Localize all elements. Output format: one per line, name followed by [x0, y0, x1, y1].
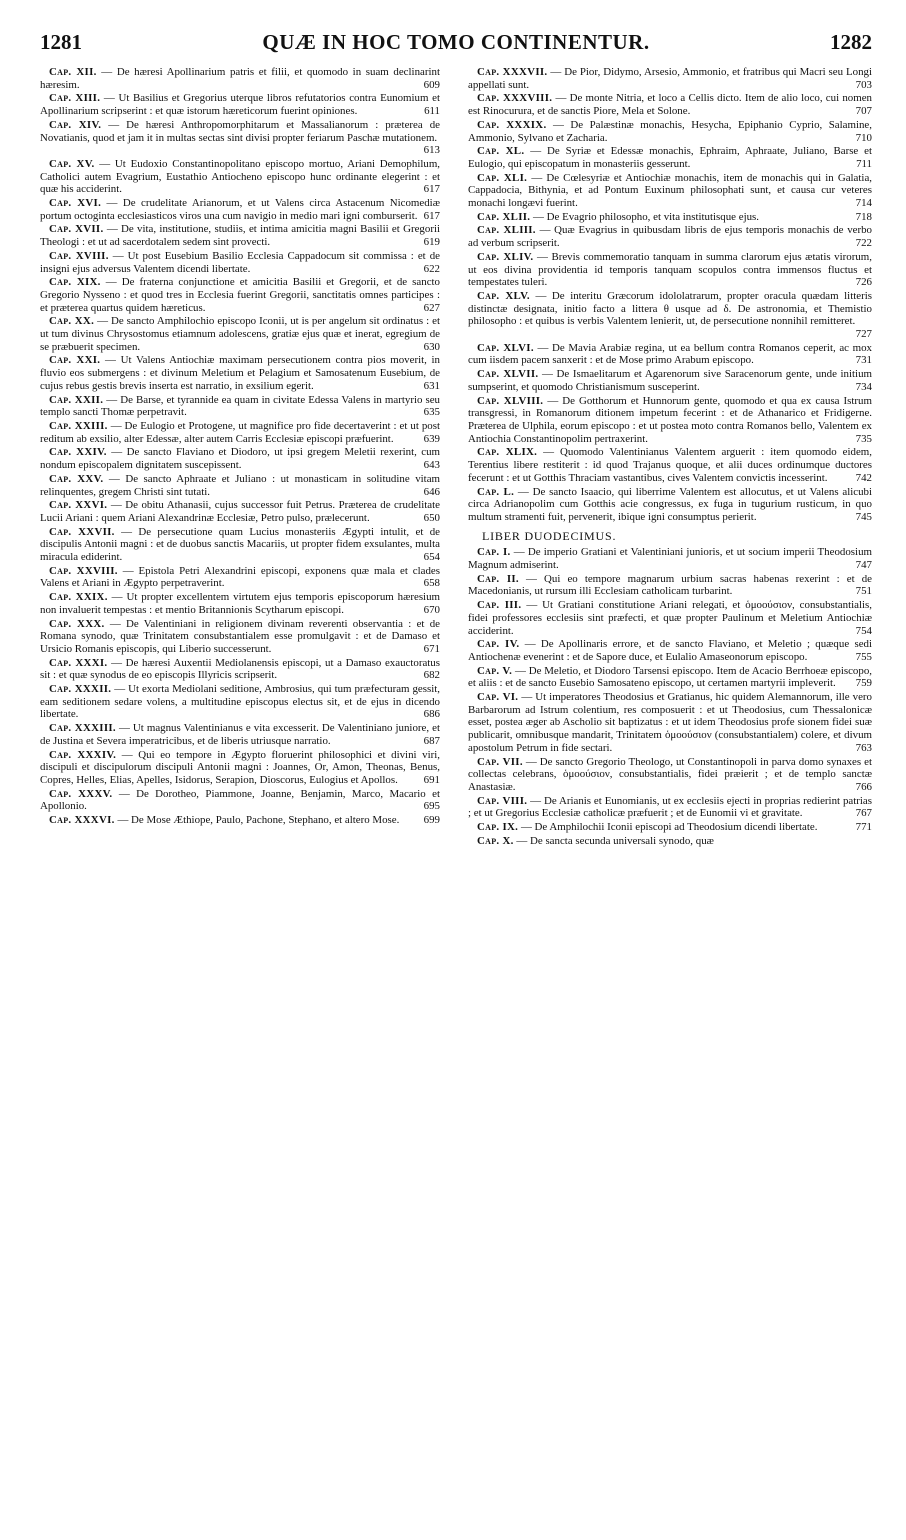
chapter-entry	[468, 119, 872, 144]
chapter-summary: — De obitu Athanasii, cujus successor fuit Petrus. Præterea de crudelitate Lucii Ariani : quem Ariani Alexandrinæ Ecclesiæ, Petro pulso, prælecerunt.	[40, 499, 440, 524]
page-reference: 658	[423, 577, 440, 590]
chapter-summary: — De monte Nitria, et loco a Cellis dicto. Item de alio loco, cui nomen est Rinocurura, et de sanctis Piore, Mela et Solone.	[468, 92, 872, 118]
chapter-summary: — De sancto Amphilochio episcopo Iconii, ut is per angelum sit ordinatus : et ut tum divinus Chrysostomus etiamnum adolescens, gratiæ ejus quæ et inerat, egregium de se præbuerit specimen.	[40, 315, 440, 353]
chapter-summary: — Ut Basilius et Gregorius uterque libros refutatorios contra Eunomium et Apollinarium scripserint : et quæ istorum hæreticorum fuerint opiniones.	[40, 92, 440, 118]
chapter-entry	[468, 573, 872, 598]
chapter-summary: — De Mavia Arabiæ regina, ut ea bellum contra Romanos ceperit, ac mox cum iisdem pacem sanxerit : et de Mose primo Arabum episcopo.	[468, 341, 872, 367]
page-reference: 699	[423, 814, 440, 827]
chapter-number: Cap. XXIV.	[49, 446, 107, 459]
chapter-number: Cap. XXX.	[49, 617, 105, 630]
chapter-entry	[468, 395, 872, 446]
chapter-summary: — Quomodo Valentinianus Valentem arguerit : item quomodo eidem, Terentius libere restiterit : id quod Trajanus quoque, et alii duces ordinumque ductores fecerunt : et ut Gotthis Thraciam vastantibus, cives Valentem convictis incesserint.	[468, 446, 872, 484]
chapter-summary: — De crudelitate Arianorum, et ut Valens circa Astacenum Nicomediæ portum octoginta ecclesiasticos viros una cum navigio in medio mari igni comburserit.	[40, 197, 440, 222]
page-reference: 635	[423, 406, 440, 419]
chapter-number: Cap. XIII.	[49, 92, 101, 105]
chapter-entry	[40, 814, 440, 827]
chapter-number: Cap. XXXIX.	[477, 118, 547, 131]
chapter-number: Cap. XXXIII.	[49, 722, 116, 735]
chapter-entry	[40, 683, 440, 721]
chapter-summary: — De Palæstinæ monachis, Hesycha, Epiphanio Cyprio, Salamine, Ammonio, Sylvano et Zacharia.	[468, 118, 872, 144]
chapter-number: Cap. XXXI.	[49, 656, 108, 669]
chapter-number: Cap. XV.	[49, 157, 95, 170]
chapter-summary: — Qui eo tempore magnarum urbium sacras habenas rexerint : et de Macedonianis, ut rursum illi Ecclesiam catholicam turbarint.	[468, 572, 872, 598]
page-reference: 687	[423, 734, 440, 747]
page-reference: 627	[423, 301, 440, 314]
chapter-number: Cap. XXXVIII.	[477, 92, 553, 105]
chapter-number: Cap. XVI.	[49, 197, 102, 210]
chapter-entry	[40, 315, 440, 353]
chapter-summary: — De Mose Æthiope, Paulo, Pachone, Stephano, et altero Mose.	[117, 814, 400, 827]
chapter-number: Cap. XL.	[477, 145, 525, 158]
chapter-number: Cap. XXXIV.	[49, 748, 117, 761]
chapter-number: Cap. XXVII.	[49, 525, 115, 538]
page-reference: 711	[856, 157, 872, 170]
chapter-summary: — Ut propter excellentem virtutem ejus temporis episcoporum hæresium non invaluerit tempestas : et mentio Britannionis Scytharum episcopi.	[40, 591, 440, 616]
chapter-number: Cap. XLV.	[477, 289, 530, 302]
chapter-summary: — De hæresi Apollinarium patris et filii, et quomodo in suam declinarint hæresim.	[40, 66, 440, 91]
chapter-number: Cap. XLIX.	[477, 446, 538, 459]
chapter-summary: — De sancto Flaviano et Diodoro, ut ipsi gregem Meletii rexerint, cum nondum episcopalem dignitatem suscepissent.	[40, 446, 440, 472]
chapter-number: Cap. L.	[477, 485, 515, 498]
chapter-entry	[40, 92, 440, 117]
chapter-entry	[40, 722, 440, 747]
chapter-number: Cap. XXII.	[49, 393, 104, 406]
chapter-entry	[468, 756, 872, 794]
chapter-summary: — De Cœlesyriæ et Antiochiæ monachis, item de monachis qui in Galatia, Cappadocia, Bithynia, et ad Pontum Euxinum philosophati sunt, et causa cur veteres monachi longævi fuerint.	[468, 171, 872, 210]
chapter-entry	[468, 546, 872, 571]
chapter-summary: — Ut magnus Valentinianus e vita excesserit. De Valentiniano juniore, et de Justina et Severa imperatricibus, et de liberis utriusque narratio.	[40, 722, 440, 747]
chapter-number: Cap. VI.	[477, 691, 519, 704]
book-twelve-entries	[468, 546, 872, 847]
book-eleven-entries	[468, 66, 872, 524]
chapter-summary: — De hæresi Anthropomorphitarum et Massalianorum : præterea de Novatianis, quod et jam it in multas sectas sint divisi propter feriarum Paschæ mutationem.	[40, 118, 440, 144]
chapter-entry	[40, 446, 440, 471]
page-reference: 731	[855, 354, 872, 367]
chapter-entry	[40, 499, 440, 524]
chapter-summary: — Ut post Eusebium Basilio Ecclesia Cappadocum sit commissa : et de insigni ejus adversus Valentem dicendi libertate.	[40, 249, 440, 275]
chapter-number: Cap. XXIII.	[49, 419, 108, 432]
chapter-number: Cap. IV.	[477, 638, 520, 651]
page-reference: 670	[423, 603, 440, 616]
chapter-entry	[468, 342, 872, 367]
chapter-number: Cap. XLIV.	[477, 250, 534, 263]
chapter-number: Cap. XVII.	[49, 223, 104, 236]
chapter-entry	[468, 368, 872, 393]
page-reference: 771	[855, 821, 872, 834]
page-reference: 734	[855, 380, 872, 393]
chapter-number: Cap. XIV.	[49, 118, 102, 131]
chapter-entry	[468, 599, 872, 637]
page-reference: 707	[855, 105, 872, 118]
chapter-summary: — De Meletio, et Diodoro Tarsensi episcopo. Item de Acacio Berrhoeæ episcopo, et aliis : et de sancto Eusebio Samosateno episcopo, ut certamen martyrii impleverit.	[468, 664, 872, 690]
page-reference: 751	[855, 585, 872, 598]
chapter-number: Cap. XLI.	[477, 171, 528, 184]
page-title: QUÆ IN HOC TOMO CONTINENTUR.	[262, 30, 650, 54]
page-reference: 745	[855, 510, 872, 523]
chapter-summary: — De Valentiniani in religionem divinam reverenti observantia : et de Romana synodo, quæ Trinitatem consubstantialem esse promulgavit : et de Damaso et Ursicio Romanis episcopis, qui Liberio successerunt.	[40, 617, 440, 655]
right-column	[468, 66, 872, 848]
chapter-number: Cap. XXXVI.	[49, 814, 115, 827]
chapter-entry	[40, 420, 440, 445]
chapter-summary: — Ut Valens Antiochiæ maximam persecutionem contra pios moverit, in fluvio eos submergens : et divinum Meletium et Pelagium et Samosatenum Eusebium, de cujus rebus gestis brevis inserta est narratio, in exsilium egerit.	[40, 354, 440, 392]
chapter-number: Cap. V.	[477, 664, 513, 677]
chapter-entry	[40, 526, 440, 564]
chapter-number: Cap. XLVII.	[477, 368, 539, 381]
chapter-summary: — De Gotthorum et Hunnorum gente, quomodo et qua ex causa Istrum transgressi, in Romanorum ditionem impetum fecerint : et de Athanarico et Fridigerne. Præterea de Ulphila, eorum episcopo : et ut postea moto contra Romanos bello, Valentem ex Antiochia Constantinopolim pertraxerint.	[468, 394, 872, 445]
page-reference: 742	[855, 471, 872, 484]
chapter-number: Cap. III.	[477, 599, 522, 612]
chapter-summary: — De imperio Gratiani et Valentiniani junioris, et ut socium imperii Theodosium Magnum admiserint.	[468, 546, 872, 572]
chapter-entry	[468, 821, 872, 834]
chapter-number: Cap. XXVI.	[49, 499, 108, 512]
chapter-summary: — Epistola Petri Alexandrini episcopi, exponens quæ mala et clades Valens et Ariani in Ægypto perpetraverint.	[40, 564, 440, 590]
page-reference: 703	[855, 78, 872, 91]
page-reference: 643	[423, 459, 440, 472]
chapter-summary: — De Apollinaris errore, et de sancto Flaviano, et Meletio ; quæque sedi Antiochenæ evenerint : et de Sapore duce, et Eulalio Amaseonorum episcopo.	[468, 638, 872, 663]
page-reference: 654	[423, 551, 440, 564]
chapter-number: Cap. IX.	[477, 821, 519, 834]
chapter-entry	[468, 66, 872, 91]
page-reference: 611	[424, 105, 440, 118]
chapter-summary: — Qui eo tempore in Ægypto floruerint philosophici et divini viri, discipuli et discipulorum discipuli Antonii magni : Joannes, Or, Amon, Theonas, Benus, Copres, Helles, Elias, Apelles, Isidorus, Serapion, Dioscorus, Eulogius et Apollos.	[40, 748, 440, 786]
page-reference: 726	[855, 276, 872, 289]
chapter-entry	[468, 446, 872, 484]
chapter-summary: — Ut Eudoxio Constantinopolitano episcopo mortuo, Ariani Demophilum, Catholici autem Evagrium, Eustathio Antiocheno episcopo hunc ordinante elegerint : et quæ his acciderint.	[40, 157, 441, 196]
book-heading: LIBER DUODECIMUS.	[482, 528, 617, 543]
page-number-left: 1281	[40, 30, 82, 54]
chapter-entry	[468, 486, 872, 524]
chapter-summary: — Brevis commemoratio tanquam in summa clarorum ejus ætatis virorum, ut eos divina providentia id temporis tanquam scopulos contra immensos fluctus et tempestates tuleri.	[468, 250, 872, 289]
chapter-number: Cap. I.	[477, 546, 511, 559]
chapter-summary: — De Evagrio philosopho, et vita institutisque ejus.	[533, 210, 760, 223]
chapter-summary: — De persecutione quam Lucius monasteriis Ægypti intulit, et de discipulis Antonii magni : et de duobus sanctis Macariis, ut propter fidem exsulantes, multa miracula ediderint.	[40, 525, 440, 564]
chapter-entry	[468, 290, 872, 341]
page-reference: 671	[423, 642, 440, 655]
chapter-summary: — De Barse, et tyrannide ea quam in civitate Edessa Valens in martyrio seu templo sancti Thomæ perpetravit.	[40, 393, 440, 419]
chapter-number: Cap. XXV.	[49, 472, 104, 485]
page-reference: 619	[423, 236, 440, 249]
page-reference: 710	[855, 131, 872, 144]
chapter-number: Cap. XX.	[49, 315, 95, 328]
page-reference: 691	[423, 773, 440, 786]
chapter-number: Cap. XXI.	[49, 354, 101, 367]
chapter-summary: — De fraterna conjunctione et amicitia Basilii et Gregorii, et de sancto Gregorio Nysseno : et quod tres in Ecclesia fuerint Gregorii, sanctitatis omnes participes : et præterea quartus quidem hæreticus.	[40, 276, 441, 314]
chapter-number: Cap. XLIII.	[477, 224, 536, 237]
page-reference: 755	[855, 650, 872, 663]
chapter-number: Cap. XXXVII.	[477, 66, 548, 78]
chapter-entry	[468, 145, 872, 170]
chapter-entry	[40, 618, 440, 656]
chapter-number: Cap. XXXII.	[49, 683, 112, 696]
page-number-right: 1282	[830, 30, 872, 54]
page-reference: 766	[855, 780, 872, 793]
chapter-number: Cap. XXVIII.	[49, 564, 118, 577]
page-reference: 727	[855, 328, 872, 341]
chapter-entry	[40, 788, 440, 813]
chapter-entry	[40, 565, 440, 590]
chapter-summary: — Ut Gratiani constitutione Ariani relegati, et ὁμοούσιον, consubstantialis, fidei professores ecclesiis sint præfecti, et quæ propter Paulinum et Meletium Antiochiæ acciderint.	[468, 599, 872, 637]
page-reference: 718	[855, 210, 872, 223]
chapter-number: Cap. XLII.	[477, 210, 531, 223]
chapter-entry	[40, 394, 440, 419]
chapter-entry	[40, 223, 440, 248]
page-reference: 617	[423, 209, 440, 222]
chapter-entry	[40, 66, 440, 91]
chapter-number: Cap. II.	[477, 572, 519, 585]
chapter-number: Cap. XLVI.	[477, 341, 534, 354]
chapter-entry	[468, 795, 872, 820]
chapter-summary: — De vita, institutione, studiis, et intima amicitia magni Basilii et Gregorii Theologi : et ut ad sacerdotalem sedem sint provecti.	[40, 223, 440, 249]
chapter-entry	[40, 276, 440, 314]
chapter-summary: — De sancto Gregorio Theologo, ut Constantinopoli in parva domo synaxes et collectas celebrans, ὁμοούσιον, consubstantialis, fidei præierit ; et de templo sanctæ Anastasiæ.	[468, 755, 872, 793]
chapter-number: Cap. VIII.	[477, 794, 528, 807]
chapter-entry	[40, 158, 440, 196]
chapter-summary: — De sancto Aphraate et Juliano : ut monasticam in solitudine vitam relinquentes, gregem Christi sint tutati.	[40, 472, 440, 498]
chapter-number: Cap. VII.	[477, 755, 523, 768]
chapter-entry	[468, 638, 872, 663]
page-reference: 650	[423, 511, 440, 524]
chapter-entry	[40, 354, 440, 392]
page-reference: 759	[855, 677, 872, 690]
chapter-number: Cap. XXXV.	[49, 787, 113, 800]
chapter-number: Cap. XLVIII.	[477, 394, 544, 407]
chapter-entry	[468, 172, 872, 210]
chapter-summary: — De hæresi Auxentii Mediolanensis episcopi, ut a Damaso exauctoratus sit : et quæ synodus de eo episcopis Illyricis scripserit.	[40, 656, 440, 682]
chapter-entry	[468, 224, 872, 249]
page-reference: 695	[423, 800, 440, 813]
chapter-summary: — De sancto Isaacio, qui liberrime Valentem est allocutus, et ut Valens alicubi circa Adrianopolim cum Gotthis acie congressus, ex fuga in tugurium rusticum, in quo multum stramenti fuit, pervenerit, ibique igni consumptus perierit.	[468, 485, 872, 523]
chapter-summary: — De Arianis et Eunomianis, ut ex ecclesiis ejecti in proprias redierint patrias ; et ut Gregorius Ecclesiæ catholicæ præfuerit ; et de Eunomii vi et gravitate.	[468, 794, 872, 820]
chapter-summary: — De Syriæ et Edessæ monachis, Ephraim, Aphraate, Juliano, Barse et Eulogio, qui episcopatum in monasteriis gesserunt.	[468, 145, 872, 170]
chapter-entry	[40, 591, 440, 616]
page-reference: 682	[423, 669, 440, 682]
chapter-entry	[40, 250, 440, 275]
chapter-entry	[468, 691, 872, 755]
page-reference: 747	[855, 559, 872, 572]
chapter-entry	[468, 92, 872, 117]
chapter-summary: — De Amphilochii Iconii episcopi ad Theodosium dicendi libertate.	[520, 821, 818, 834]
page-reference: 722	[855, 237, 872, 250]
page-reference: 613	[423, 144, 440, 157]
page-reference: 686	[423, 708, 440, 721]
chapter-summary: — Ut imperatores Theodosius et Gratianus, hic quidem Alemannorum, ille vero Barbarorum ad Istrum colentium, res composuerit : et ut Theodosius, cum Thessalonicæ esset, postea æger ab Ascholio sit baptizatus : et ut idem Theodosius profe sionem fidei suæ publicarit, omnibusque mandarit, Trinitatem ὁμοούσιον (consubstantialem) colere, et divum apostolum Petrum in fide sectari.	[468, 691, 872, 754]
page-reference: 767	[855, 807, 872, 820]
page-reference: 754	[855, 624, 872, 637]
chapter-summary: — Ut exorta Mediolani seditione, Ambrosius, qui tum præfecturam gessit, eam seditionem sedare volens, a multitudine episcopus electus sit, et de ejus in dicendo libertate.	[40, 683, 440, 721]
page-reference: 646	[423, 485, 440, 498]
page-reference: 609	[423, 78, 440, 91]
page-reference: 763	[855, 741, 872, 754]
chapter-summary: — De Ismaelitarum et Agarenorum sive Saracenorum gente, unde initium sumpserint, et quomodo Christianismum susceperint.	[468, 368, 872, 393]
chapter-number: Cap. X.	[477, 834, 514, 847]
chapter-summary: — De Eulogio et Protogene, ut magnifice pro fide decertaverint : et ut post reditum ab exsilio, alter Edessæ, alter autem Carris Ecclesiæ episcopi præfuerint.	[40, 419, 440, 445]
page-reference: 735	[855, 432, 872, 445]
page-reference: 631	[423, 379, 440, 392]
chapter-entry	[40, 749, 440, 787]
chapter-entry	[40, 657, 440, 682]
chapter-summary: — Quæ Evagrius in quibusdam libris de ejus temporis monachis de verbo ad verbum scripserit.	[468, 224, 872, 250]
chapter-entry	[40, 197, 440, 222]
chapter-entry	[468, 251, 872, 289]
page-header	[40, 30, 872, 62]
page-reference: 714	[855, 197, 872, 210]
chapter-summary: — De sancta secunda universali synodo, quæ	[516, 834, 714, 847]
chapter-entry	[468, 665, 872, 690]
chapter-summary: — De interitu Græcorum idololatrarum, propter oracula quædam litteris distinctæ designata, initio facto a littera θ usque ad δ. De astronomia, et Themistio philosopho : et quibus is verbis Valentem lenierit, ut, de persecutione nonnihil remitteret.	[468, 289, 872, 328]
chapter-number: Cap. XII.	[49, 66, 97, 78]
chapter-summary: — De Pior, Didymo, Arsesio, Ammonio, et fratribus qui Macri seu Longi appellati sunt.	[468, 66, 872, 91]
chapter-entry	[468, 211, 872, 224]
chapter-number: Cap. XIX.	[49, 276, 101, 289]
chapter-entry	[468, 835, 872, 848]
page-reference: 622	[423, 262, 440, 275]
page-reference: 639	[423, 432, 440, 445]
chapter-summary: — De Dorotheo, Piammone, Joanne, Benjamin, Marco, Macario et Apollonio.	[40, 787, 440, 813]
chapter-entry	[40, 473, 440, 498]
chapter-number: Cap. XXIX.	[49, 591, 108, 604]
page-reference: 617	[423, 183, 440, 196]
page-reference: 630	[423, 340, 440, 353]
chapter-entry	[40, 119, 440, 157]
chapter-number: Cap. XVIII.	[49, 249, 109, 262]
left-column	[40, 66, 440, 828]
